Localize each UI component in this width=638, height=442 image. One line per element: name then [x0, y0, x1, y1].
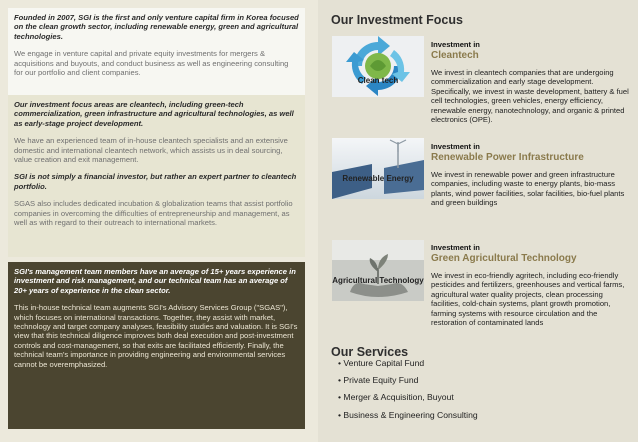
agricultural-image-caption: Agricultural Technology [332, 276, 424, 285]
investment-focus-heading: Our Investment Focus [331, 13, 463, 27]
seedling-in-hands-icon [332, 240, 424, 301]
founding-statement: Founded in 2007, SGI is the first and only venture capital firm in Korea focused on the clean growth sector, including renewable energy, green and agricultural technologies. [14, 13, 299, 41]
cleantech-image [332, 36, 424, 97]
renewable-title: Renewable Power Infrastructure [431, 152, 584, 163]
renewable-description: We invest in renewable power and green infrastructure companies, including waste to energy plants, bio-mass plants, wind power facilities, solar facilities, bio-fuel plants and green buildings [431, 170, 625, 208]
service-item: • Merger & Acquisition, Buyout [338, 392, 478, 403]
cleantech-section [431, 40, 629, 124]
intro-block [8, 8, 305, 95]
agricultural-invest-label: Investment in [431, 243, 480, 252]
team-paragraph: We have an experienced team of in-house cleantech specialists and an extensive domestic and international cleantech network, which assists us in deal sourcing, value creation and exit management. [14, 136, 288, 165]
cleantech-invest-label: Investment in [431, 40, 480, 49]
agricultural-title: Green Agricultural Technology [431, 253, 577, 264]
services-list [338, 358, 478, 427]
service-item: • Venture Capital Fund [338, 358, 478, 369]
incubation-paragraph: SGAS also includes dedicated incubation & globalization teams that assist portfolio companies in overcoming the difficulties of entrepreneurship and management, as well as with regard to their outreach to international markets. [14, 199, 293, 228]
cleantech-description: We invest in cleantech companies that are undergoing commercialization and early stage development. Specifically, we invest in waste development, battery & fuel cell technologies, green vehicles, energy efficiency, renewable energy, nanotechnology, and organic & printed electronics (OPE). [431, 68, 629, 125]
recycle-arrows-icon [332, 36, 424, 97]
renewable-image-caption: Renewable Energy [342, 174, 414, 183]
agricultural-image [332, 240, 424, 301]
partner-statement: SGI is not simply a financial investor, but rather an expert partner to cleantech portfolio. [14, 172, 297, 191]
cleantech-image-caption: Clean tech [357, 76, 399, 85]
focus-block [8, 95, 305, 257]
renewable-section [431, 142, 629, 208]
services-heading: Our Services [331, 345, 409, 359]
service-item: • Private Equity Fund [338, 375, 478, 386]
agricultural-description: We invest in eco-friendly agritech, including eco-friendly pesticides and fertilizers, greenhouses and vertical farms, agricultural water quality projects, clean processing facilities, cold-chain systems, plant growth promotion, farming systems with resource circulation and the restoration of contaminated lands [431, 271, 625, 328]
cleantech-title: Cleantech [431, 50, 479, 61]
management-statement: SGI's management team members have an average of 15+ years experience in investment and risk management, and our technical team has an average of 20+ years of experience in the clean sector. [14, 267, 296, 295]
agricultural-section [431, 243, 629, 327]
engagement-paragraph: We engage in venture capital and private equity investments for mergers & acquisitions and buyouts, and conduct business as well as engineering consulting for our portfolio and client companies. [14, 49, 289, 78]
renewable-invest-label: Investment in [431, 142, 480, 151]
management-block [8, 262, 305, 429]
focus-statement: Our investment focus areas are cleantech, including green-tech commercialization, green infrastructure and agricultural technologies, as well as early-stage project development. [14, 100, 294, 128]
renewable-energy-image [332, 138, 424, 199]
service-item: • Business & Engineering Consulting [338, 410, 478, 421]
left-column [0, 0, 318, 442]
technical-paragraph: This in-house technical team augments SGI's Advisory Services Group ("SGAS"), which focuses on international transactions. Together, they assist with market, technology and target company analyses, feasibility studies and valuation. It is SGI's view that this technical diligence improves both deal execution and post-investment controls and cost-management, so that exits are facilitated efficiently. Finally, the technical team's importance in providing engineering and environmental services cannot be overemphasized. [14, 303, 298, 369]
solar-panels-icon [332, 138, 424, 199]
